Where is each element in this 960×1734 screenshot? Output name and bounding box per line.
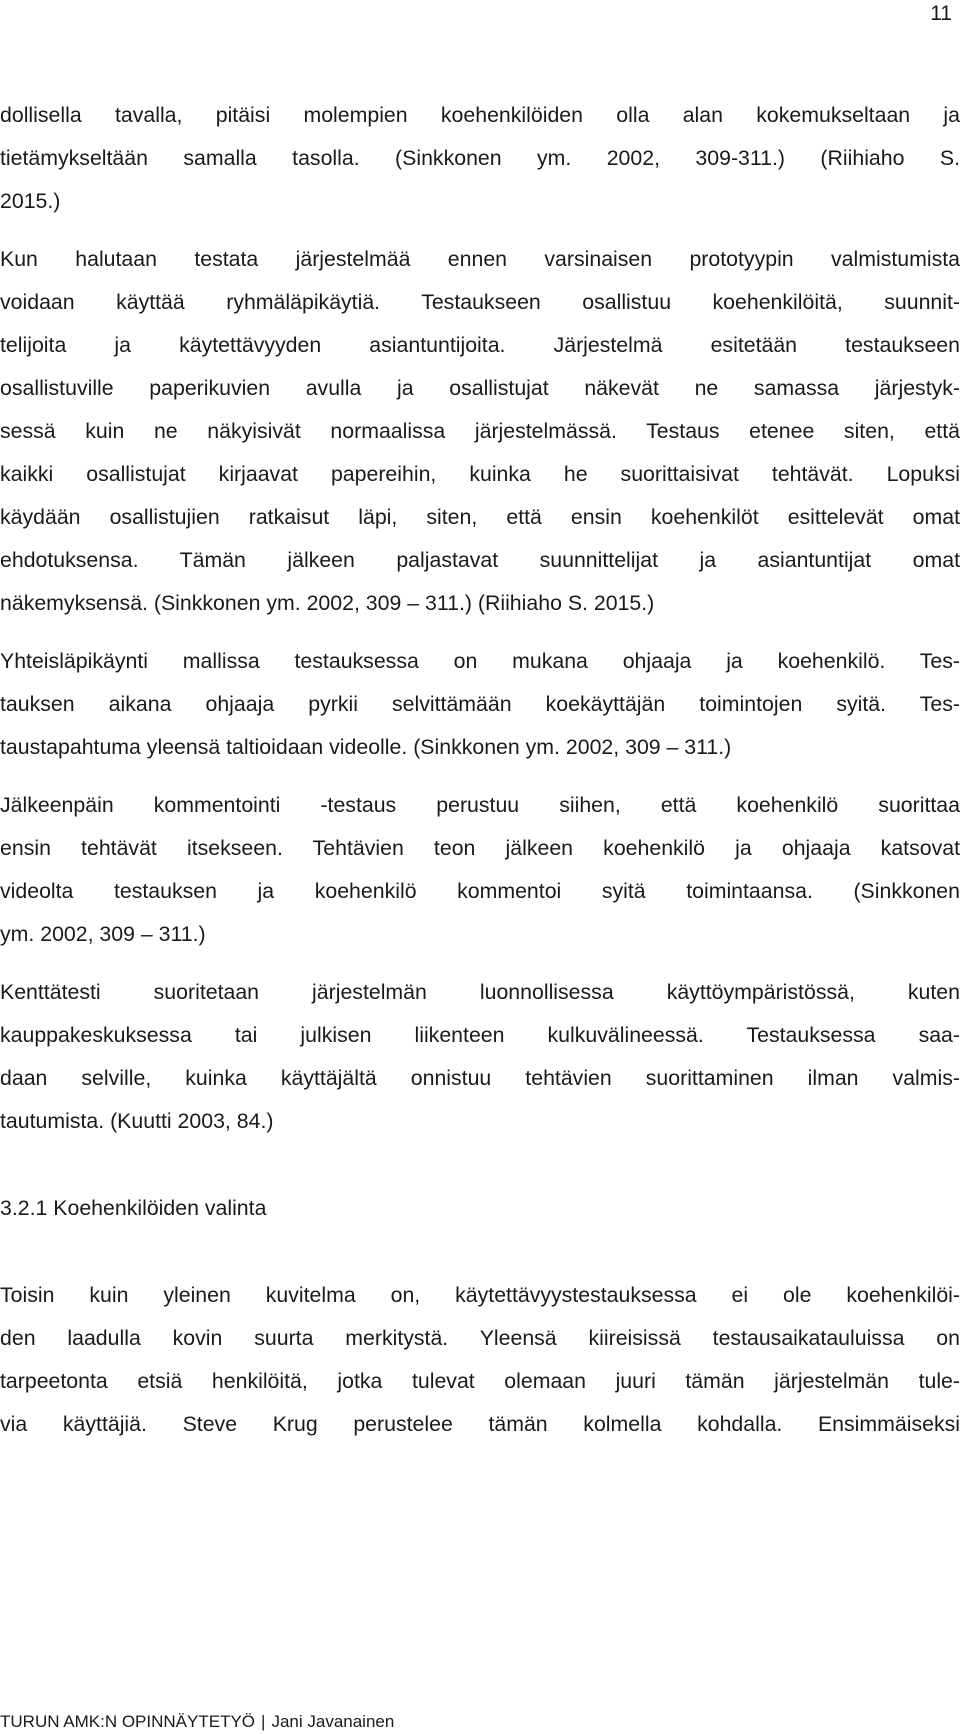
body-text-line: telijoita ja käytettävyyden asiantuntijoita. Järjestelmä esitetään testaukseen <box>0 333 960 357</box>
footer-separator: | <box>261 1712 266 1731</box>
body-text-line: kauppakeskuksessa tai julkisen liikenteen kulkuvälineessä. Testauksessa saa- <box>0 1023 960 1047</box>
body-text-line: tauksen aikana ohjaaja pyrkii selvittämään koekäyttäjän toimintojen syitä. Tes- <box>0 692 960 716</box>
body-text-line: sessä kuin ne näkyisivät normaalissa järjestelmässä. Testaus etenee siten, että <box>0 419 960 443</box>
body-text-line: tietämykseltään samalla tasolla. (Sinkkonen ym. 2002, 309-311.) (Riihiaho S. <box>0 146 960 170</box>
body-text-line: osallistuville paperikuvien avulla ja osallistujat näkevät ne samassa järjestyk- <box>0 376 960 400</box>
body-text-line: Jälkeenpäin kommentointi -testaus perustuu siihen, että koehenkilö suorittaa <box>0 793 960 817</box>
body-text-line: videolta testauksen ja koehenkilö kommentoi syitä toimintaansa. (Sinkkonen <box>0 879 960 903</box>
body-text-line: via käyttäjiä. Steve Krug perustelee tämän kolmella kohdalla. Ensimmäiseksi <box>0 1412 960 1436</box>
body-text-line: Yhteisläpikäynti mallissa testauksessa on mukana ohjaaja ja koehenkilö. Tes- <box>0 649 960 673</box>
body-text-line: kaikki osallistujat kirjaavat papereihin, kuinka he suorittaisivat tehtävät. Lopuksi <box>0 462 960 486</box>
body-text-line: 2015.) <box>0 189 61 213</box>
body-text-line: den laadulla kovin suurta merkitystä. Yleensä kiireisissä testausaikatauluissa on <box>0 1326 960 1350</box>
body-text-line: voidaan käyttää ryhmäläpikäytiä. Testaukseen osallistuu koehenkilöitä, suunnit- <box>0 290 960 314</box>
body-text-line: daan selville, kuinka käyttäjältä onnistuu tehtävien suorittaminen ilman valmis- <box>0 1066 960 1090</box>
body-text-line: dollisella tavalla, pitäisi molempien koehenkilöiden olla alan kokemukseltaan ja <box>0 103 960 127</box>
body-text-line: taustapahtuma yleensä taltioidaan videolle. (Sinkkonen ym. 2002, 309 – 311.) <box>0 735 732 759</box>
body-text-line: tarpeetonta etsiä henkilöitä, jotka tulevat olemaan juuri tämän järjestelmän tule- <box>0 1369 960 1393</box>
body-text-line: käydään osallistujien ratkaisut läpi, siten, että ensin koehenkilöt esittelevät omat <box>0 505 960 529</box>
section-heading: 3.2.1 Koehenkilöiden valinta <box>0 1196 267 1220</box>
page-footer <box>0 1712 394 1732</box>
body-text-line: tautumista. (Kuutti 2003, 84.) <box>0 1109 274 1133</box>
body-text-line: ehdotuksensa. Tämän jälkeen paljastavat suunnittelijat ja asiantuntijat omat <box>0 548 960 572</box>
body-text-line: Toisin kuin yleinen kuvitelma on, käytettävyystestauksessa ei ole koehenkilöi- <box>0 1283 960 1307</box>
body-text-line: Kenttätesti suoritetaan järjestelmän luonnollisessa käyttöympäristössä, kuten <box>0 980 960 1004</box>
page-number: 11 <box>930 2 952 25</box>
footer-author: Jani Javanainen <box>271 1712 395 1731</box>
body-text-line: Kun halutaan testata järjestelmää ennen varsinaisen prototyypin valmistumista <box>0 247 960 271</box>
body-text-line: ensin tehtävät itsekseen. Tehtävien teon jälkeen koehenkilö ja ohjaaja katsovat <box>0 836 960 860</box>
body-text-line: ym. 2002, 309 – 311.) <box>0 922 206 946</box>
body-text-line: näkemyksensä. (Sinkkonen ym. 2002, 309 – 311.) (Riihiaho S. 2015.) <box>0 591 655 615</box>
footer-institution: TURUN AMK:N OPINNÄYTETYÖ <box>0 1712 256 1731</box>
